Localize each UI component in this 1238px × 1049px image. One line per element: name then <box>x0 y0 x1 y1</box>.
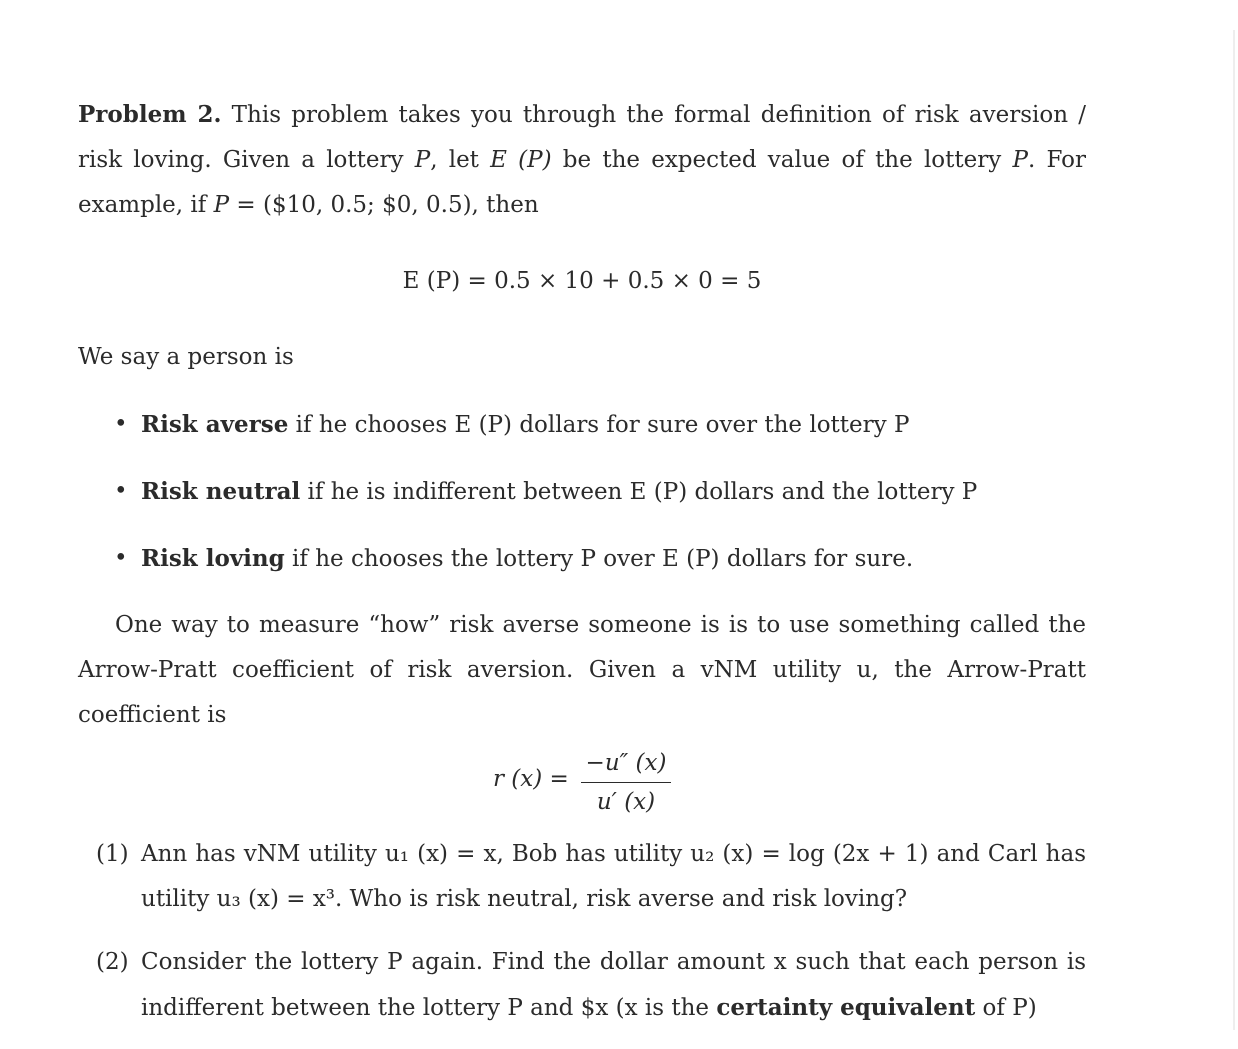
intro-var-p3: P <box>213 192 230 218</box>
intro-text-4: . For example, if <box>78 147 1087 218</box>
definition-text: if he is indifferent between E (P) dollars and the lottery P <box>300 479 978 505</box>
question-item <box>78 832 1086 922</box>
intro-text-5: = ($10, 0.5; $0, 0.5), then <box>229 192 539 218</box>
intro-var-p: P <box>414 147 431 173</box>
expected-value-equation: E (P) = 0.5 × 10 + 0.5 × 0 = 5 <box>402 268 762 294</box>
fraction <box>581 748 671 817</box>
definitions-list <box>78 402 1086 582</box>
fraction-bar <box>581 782 671 783</box>
definition-term: Risk loving <box>141 545 285 572</box>
intro-text-3: be the expected value of the lottery <box>551 147 1013 173</box>
bullet-icon: • <box>114 545 128 571</box>
intro-var-p2: P <box>1012 147 1028 173</box>
fraction-denominator: u′ (x) <box>596 789 656 815</box>
bullet-icon: • <box>114 411 128 437</box>
we-say-text: We say a person is <box>78 344 294 370</box>
definition-text: if he chooses the lottery P over E (P) dollars for sure. <box>284 546 914 572</box>
fraction-numerator: −u″ (x) <box>585 750 667 776</box>
arrow-pratt-paragraph: One way to measure “how” risk averse someone is is to use something called the Arrow-Pratt coefficient of risk aversion. Given a vNM utility u, the Arrow-Pratt coefficient is <box>78 612 1086 728</box>
definition-term: Risk neutral <box>141 478 301 505</box>
equation-lhs: r (x) = <box>493 766 569 792</box>
page-edge-line <box>1233 30 1235 1030</box>
question-text-end: of P) <box>975 995 1037 1021</box>
definition-term: Risk averse <box>141 411 289 438</box>
definition-item <box>78 536 1086 582</box>
definition-item <box>78 469 1086 515</box>
bullet-icon: • <box>114 478 128 504</box>
certainty-equivalent-term: certainty equivalent <box>716 994 976 1021</box>
question-text: Consider the lottery P again. Find the dollar amount x such that each person is indifferent between the lottery P and $x (x is the <box>141 949 1086 1021</box>
definition-text: if he chooses E (P) dollars for sure over the lottery P <box>288 412 910 438</box>
problem-intro <box>78 92 1086 228</box>
intro-var-ep: E (P) <box>490 147 552 173</box>
document-body <box>78 92 1086 1049</box>
arrow-pratt-equation <box>78 748 1086 818</box>
problem-label: Problem 2. <box>78 101 222 128</box>
intro-text-1: This problem takes you through the formal definition of risk aversion / risk loving. Given a lottery <box>78 102 1086 173</box>
question-number: (1) <box>96 841 129 867</box>
question-item <box>78 940 1086 1031</box>
question-text: Ann has vNM utility u₁ (x) = x, Bob has utility u₂ (x) = log (2x + 1) and Carl has utility u₃ (x) = x³. Who is risk neutral, risk averse and risk loving? <box>141 841 1086 912</box>
question-number: (2) <box>96 949 129 975</box>
questions-list <box>78 832 1086 1031</box>
intro-text-2: , let <box>430 147 491 173</box>
definition-item <box>78 402 1086 448</box>
